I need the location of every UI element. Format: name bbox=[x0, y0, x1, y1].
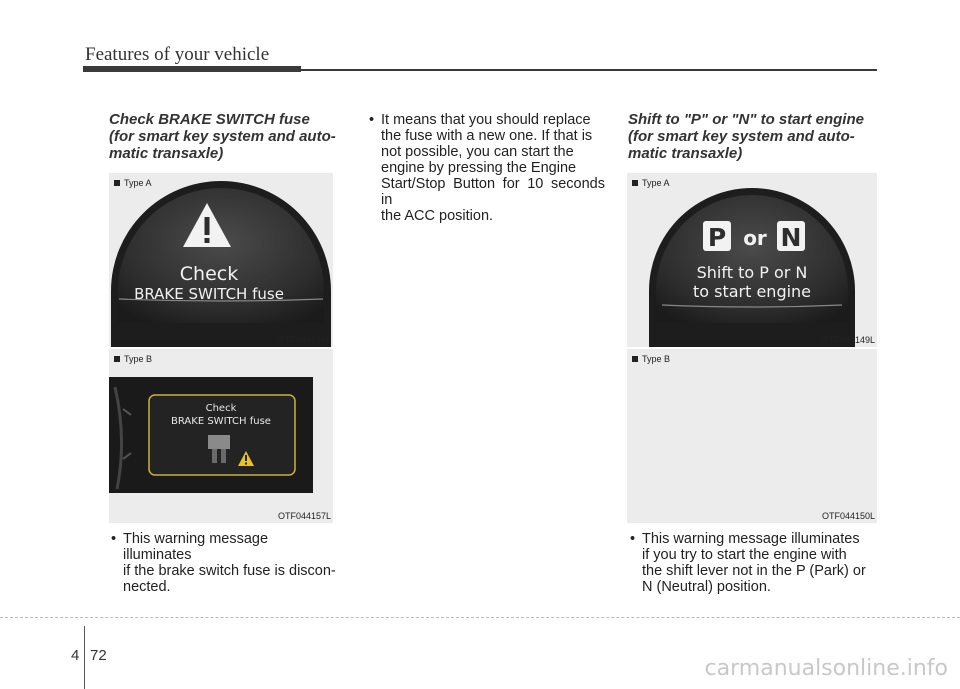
display-text-shift-line-2: to start engine bbox=[692, 282, 812, 301]
bullet-replace-fuse bbox=[369, 112, 605, 224]
heading-line: Check BRAKE SWITCH fuse bbox=[109, 111, 310, 128]
cluster-display-brake-b bbox=[109, 349, 333, 523]
figure-brake-switch-type-a bbox=[109, 173, 333, 347]
list-item bbox=[630, 531, 880, 595]
watermark-text: carmanualsonline.info bbox=[704, 656, 948, 681]
heading-line: matic transaxle) bbox=[628, 145, 743, 162]
bullet-line: engine by pressing the Engine bbox=[381, 160, 577, 176]
figure-brake-switch-type-b bbox=[109, 349, 333, 523]
bullet-line: if the brake switch fuse is discon- bbox=[123, 563, 336, 579]
heading-line: (for smart key system and auto- bbox=[109, 128, 336, 145]
display-text-check: Check bbox=[179, 263, 239, 285]
figure-shift-type-b bbox=[627, 349, 877, 523]
heading-line: matic transaxle) bbox=[109, 145, 224, 162]
display-text-n: N bbox=[780, 223, 802, 252]
square-bullet-icon bbox=[632, 356, 638, 362]
figure-type-label bbox=[632, 354, 670, 364]
section-heading-shift-p-or-n bbox=[628, 111, 878, 162]
bullet-line: the ACC position. bbox=[381, 208, 494, 224]
bullet-brake-switch-message bbox=[111, 531, 336, 595]
figure-code: OTF044150L bbox=[821, 511, 875, 521]
bullet-dot-icon: • bbox=[111, 531, 117, 547]
bullet-dot-icon: • bbox=[369, 112, 375, 128]
section-number: 4 bbox=[71, 647, 80, 664]
bullet-line: not possible, you can start the bbox=[381, 144, 574, 160]
display-text-brake-switch-fuse: BRAKE SWITCH fuse bbox=[134, 285, 284, 303]
cluster-display-shift-a bbox=[627, 173, 877, 347]
footer-dashed-rule bbox=[0, 617, 960, 618]
figure-type-label-text: Type B bbox=[642, 354, 671, 364]
display-text-shift-line-1: Shift to P or N bbox=[696, 263, 808, 282]
bullet-dot-icon: • bbox=[630, 531, 636, 547]
figure-code: OTF044157L bbox=[277, 511, 331, 521]
bullet-line: nected. bbox=[123, 579, 171, 595]
section-heading-brake-switch bbox=[109, 111, 339, 162]
list-item bbox=[369, 112, 605, 224]
heading-line: (for smart key system and auto- bbox=[628, 128, 855, 145]
bullet-line: the fuse with a new one. If that is bbox=[381, 128, 593, 144]
figure-code: OTF044156L bbox=[277, 335, 331, 345]
header-rule-thick bbox=[83, 66, 301, 72]
figure-type-label-text: Type B bbox=[124, 354, 153, 364]
cluster-display-brake-a bbox=[109, 173, 333, 347]
footer-divider bbox=[84, 626, 85, 689]
figure-shift-type-a bbox=[627, 173, 877, 347]
figure-code: OTF044149L bbox=[821, 335, 875, 345]
bullet-line: N (Neutral) position. bbox=[642, 579, 771, 595]
display-text-check: Check bbox=[205, 403, 237, 414]
figure-type-label-text: Type A bbox=[124, 178, 152, 188]
bullet-line: This warning message illuminates bbox=[642, 531, 860, 547]
figure-type-label-text: Type A bbox=[642, 178, 670, 188]
bullet-line: if you try to start the engine with bbox=[642, 547, 847, 563]
bullet-shift-message bbox=[630, 531, 880, 595]
bullet-line: Start/Stop Button for 10 seconds in bbox=[381, 176, 605, 208]
header-title: Features of your vehicle bbox=[85, 44, 270, 65]
display-text-p: P bbox=[707, 223, 727, 252]
header-rule-thin bbox=[301, 69, 877, 71]
heading-line: Shift to "P" or "N" to start engine bbox=[628, 111, 864, 128]
display-text-brake-switch-fuse: BRAKE SWITCH fuse bbox=[171, 416, 271, 427]
bullet-line: the shift lever not in the P (Park) or bbox=[642, 563, 866, 579]
list-item bbox=[111, 531, 336, 595]
page-number: 72 bbox=[90, 647, 107, 664]
bullet-line: This warning message illuminates bbox=[123, 531, 269, 563]
display-text-or: or bbox=[743, 226, 767, 250]
bullet-line: It means that you should replace bbox=[381, 112, 591, 128]
